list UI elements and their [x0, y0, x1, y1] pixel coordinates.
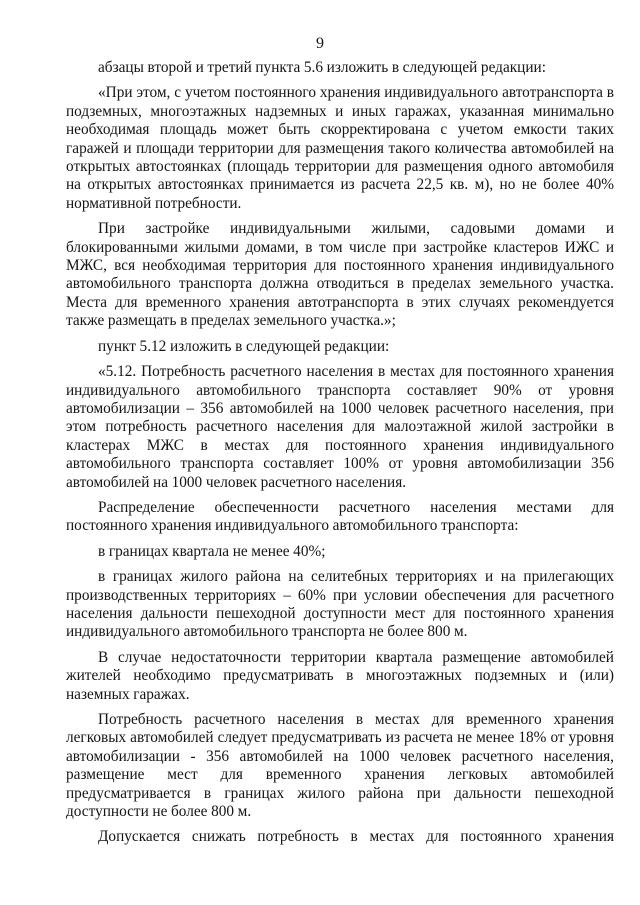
paragraph-quarter-limit: в границах квартала не менее 40%;: [98, 542, 326, 560]
paragraph-garages: В случае недостаточности территории квартала размещение автомобилей жителей необходимо предусматривать в многоэтажных подземных и (или) наземных гаражах.: [66, 648, 614, 703]
page-number: 9: [316, 35, 324, 52]
paragraph-amendment-5-6-intro: абзацы второй и третий пункта 5.6 изложить в следующей редакции:: [98, 59, 546, 76]
document-body: [66, 59, 614, 849]
paragraph-temporary-storage: Потребность расчетного населения в местах для временного хранения легковых автомобилей следует предусматривать из расчета не менее 18% от уровня автомобилизации - 356 автомобилей на 1000 человек расчетного населения, размещение мест для временного хранения легковых автомобилей предусматривается в границах жилого района при дальности пешеходной доступности не более 800 м.: [66, 711, 614, 821]
paragraph-amendment-5-12-intro: пункт 5.12 изложить в следующей редакции:: [98, 337, 390, 355]
paragraph-residential-district: в границах жилого района на селитебных территориях и на прилегающих производственных территориях – 60% при условии обеспечения для расчетного населения дальности пешеходной доступности мест для постоянного хранения индивидуального автомобильного транспорта не более 800 м.: [66, 568, 614, 641]
paragraph-distribution-intro: Распределение обеспеченности расчетного населения местами для постоянного хранения индивидуального автомобильного транспорта:: [66, 498, 614, 535]
paragraph-reduction-allowed: Допускается снижать потребность в местах для постоянного хранения: [98, 828, 614, 846]
paragraph-5-6-text-2: При застройке индивидуальными жилыми, садовыми домами и блокированными жилыми домами, в том числе при застройке кластеров ИЖС и МЖС, вся необходимая территория для постоянного хранения индивидуального автомобильного транспорта должна отводиться в пределах земельного участка. Места для временного хранения автотранспорта в этих случаях рекомендуется также размещать в пределах земельного участка.»;: [66, 220, 614, 330]
paragraph-5-6-text-1: «При этом, с учетом постоянного хранения индивидуального автотранспорта в подземных, многоэтажных надземных и иных гаражах, указанная минимально необходимая площадь может быть скорректирована с учетом емкости таких гаражей и площади территории для размещения такого количества автомобилей на открытых автостоянках (площадь территории для размещения одного автомобиля на открытых автостоянках принимается из расчета 22,5 кв. м), но не более 40% нормативной потребности.: [66, 84, 614, 212]
paragraph-5-12-text: «5.12. Потребность расчетного населения в местах для постоянного хранения индивидуального автомобильного транспорта составляет 90% от уровня автомобилизации – 356 автомобилей на 1000 человек расчетного населения, при этом потребность расчетного населения для малоэтажной жилой застройки в кластерах МЖС в местах для постоянного хранения индивидуального автомобильного транспорта составляет 100% от уровня автомобилизации 356 автомобилей на 1000 человек расчетного населения.: [66, 363, 614, 491]
